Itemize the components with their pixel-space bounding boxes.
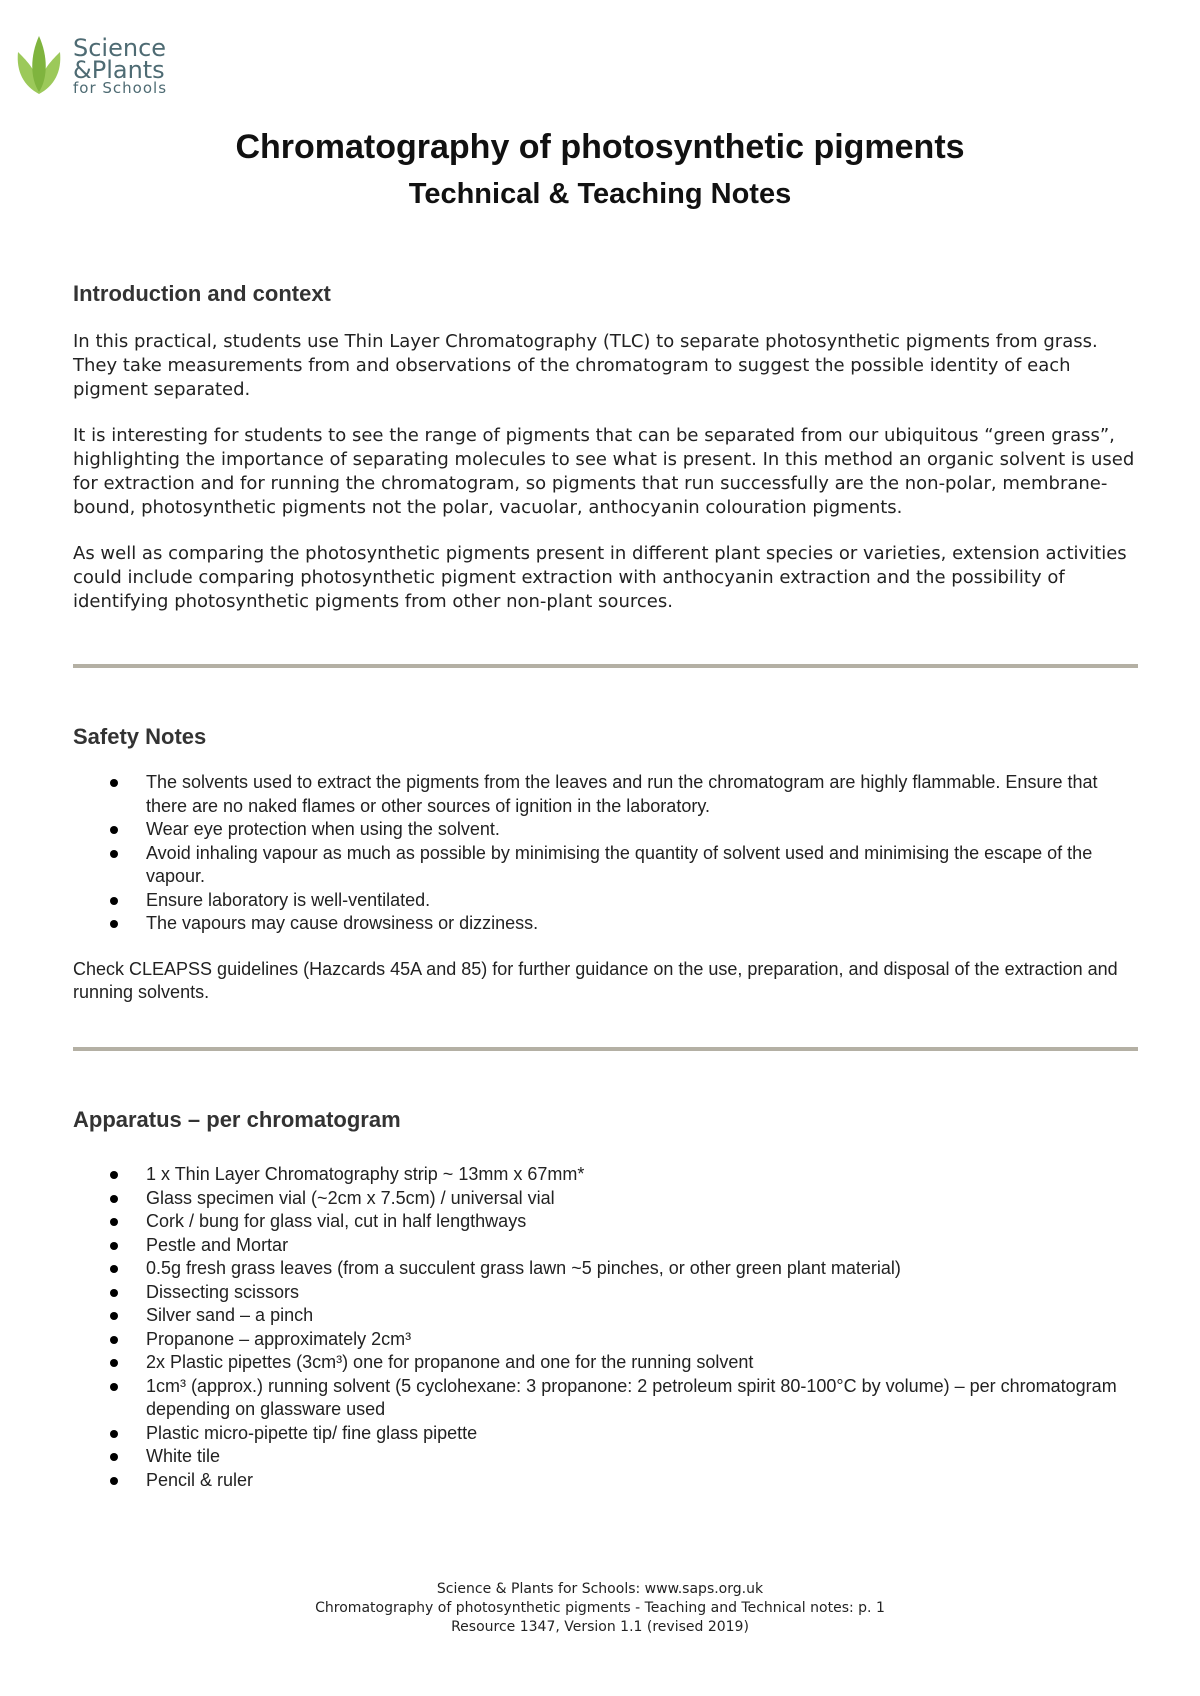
apparatus-section: [73, 1107, 1138, 1492]
bullet-icon: [110, 850, 118, 858]
list-item: [73, 1163, 1138, 1187]
footer-line-2: Chromatography of photosynthetic pigments - Teaching and Technical notes: p. 1: [315, 1600, 885, 1616]
logo-wordmark: [73, 36, 167, 96]
intro-paragraph-3: As well as comparing the photosynthetic pigments present in different plant species or varieties, extension activities could include comparing photosynthetic pigment extraction with anthocyanin extraction and the possibility of identifying photosynthetic pigments from other non-plant sources.: [73, 543, 1127, 612]
list-item: [73, 1422, 1138, 1446]
apparatus-item-text: 1cm³ (approx.) running solvent (5 cyclohexane: 3 propanone: 2 petroleum spirit 80-100°C by volume) – per chromatogram depending on glassware used: [146, 1375, 1117, 1419]
apparatus-item-text: Silver sand – a pinch: [146, 1305, 314, 1325]
bullet-icon: [110, 920, 118, 928]
intro-paragraph-1: In this practical, students use Thin Layer Chromatography (TLC) to separate photosynthetic pigments from grass. They take measurements from and observations of the chromatogram to suggest the possible identity of each pigment separated.: [73, 331, 1098, 400]
list-item: [73, 818, 1138, 842]
list-item: [73, 1281, 1138, 1305]
list-item: [73, 1210, 1138, 1234]
apparatus-list: [73, 1163, 1138, 1492]
apparatus-heading: Apparatus – per chromatogram: [73, 1107, 401, 1132]
safety-list: [73, 771, 1138, 936]
logo-line-2: &Plants: [73, 56, 165, 84]
bullet-icon: [110, 1218, 118, 1226]
safety-item-text: The solvents used to extract the pigments from the leaves and run the chromatogram are highly flammable. Ensure that there are no naked flames or other sources of ignition in the laboratory.: [146, 772, 1098, 816]
list-item: [73, 1328, 1138, 1352]
list-item: [73, 889, 1138, 913]
list-item: [73, 1445, 1138, 1469]
safety-heading: Safety Notes: [73, 724, 207, 749]
list-item: [73, 1304, 1138, 1328]
page-footer: [0, 1580, 1200, 1637]
bullet-icon: [110, 1336, 118, 1344]
list-item: [73, 1234, 1138, 1258]
list-item: [73, 771, 1138, 818]
section-divider: [73, 1047, 1138, 1051]
safety-section: [73, 724, 1138, 1005]
list-item: [73, 912, 1138, 936]
apparatus-item-text: 1 x Thin Layer Chromatography strip ~ 13mm x 67mm*: [146, 1164, 585, 1184]
bullet-icon: [110, 1312, 118, 1320]
bullet-icon: [110, 1242, 118, 1250]
bullet-icon: [110, 1453, 118, 1461]
cleapss-note: Check CLEAPSS guidelines (Hazcards 45A and 85) for further guidance on the use, preparation, and disposal of the extraction and running solvents.: [73, 958, 1118, 1002]
intro-heading: Introduction and context: [73, 281, 331, 306]
bullet-icon: [110, 1359, 118, 1367]
saps-logo: [14, 34, 184, 98]
apparatus-item-text: 0.5g fresh grass leaves (from a succulent grass lawn ~5 pinches, or other green plant material): [146, 1258, 901, 1278]
bullet-icon: [110, 779, 118, 787]
bullet-icon: [110, 1383, 118, 1391]
list-item: [73, 1469, 1138, 1493]
list-item: [73, 1375, 1138, 1422]
apparatus-item-text: Pestle and Mortar: [146, 1234, 289, 1255]
bullet-icon: [110, 1289, 118, 1297]
intro-section: [73, 281, 1138, 614]
safety-item-text: Ensure laboratory is well-ventilated.: [146, 889, 431, 910]
list-item: [73, 1187, 1138, 1211]
safety-item-text: Avoid inhaling vapour as much as possible by minimising the quantity of solvent used and minimising the escape of the vapour.: [146, 842, 1093, 886]
safety-item-text: Wear eye protection when using the solvent.: [146, 819, 500, 839]
apparatus-item-text: Plastic micro-pipette tip/ fine glass pipette: [146, 1422, 478, 1443]
document-subtitle: Technical & Teaching Notes: [408, 178, 792, 210]
intro-paragraph-2: It is interesting for students to see the range of pigments that can be separated from our ubiquitous “green grass”, highlighting the importance of separating molecules to see what is present. In this method an organic solvent is used for extraction and for running the chromatogram, so pigments that run successfully are the non-polar, membrane-bound, photosynthetic pigments not the polar, vacuolar, anthocyanin colouration pigments.: [73, 425, 1135, 518]
bullet-icon: [110, 1195, 118, 1203]
bullet-icon: [110, 897, 118, 905]
safety-item-text: The vapours may cause drowsiness or dizziness.: [146, 913, 539, 933]
leaf-logo-icon: [14, 34, 64, 96]
bullet-icon: [110, 1265, 118, 1273]
document-title: Chromatography of photosynthetic pigments: [235, 128, 965, 166]
logo-line-3: for Schools: [73, 79, 168, 97]
bullet-icon: [110, 1477, 118, 1485]
list-item: [73, 1257, 1138, 1281]
apparatus-item-text: 2x Plastic pipettes (3cm³) one for propanone and one for the running solvent: [146, 1352, 754, 1372]
footer-line-1: Science & Plants for Schools: www.saps.org.uk: [436, 1581, 764, 1597]
list-item: [73, 842, 1138, 889]
logo-line-1: Science: [73, 34, 167, 62]
apparatus-item-text: Glass specimen vial (~2cm x 7.5cm) / universal vial: [146, 1187, 555, 1208]
apparatus-item-text: Propanone – approximately 2cm³: [146, 1328, 412, 1349]
section-divider: [73, 664, 1138, 668]
apparatus-item-text: Dissecting scissors: [146, 1281, 300, 1302]
apparatus-item-text: Cork / bung for glass vial, cut in half lengthways: [146, 1211, 527, 1231]
bullet-icon: [110, 826, 118, 834]
apparatus-item-text: White tile: [146, 1446, 221, 1466]
list-item: [73, 1351, 1138, 1375]
apparatus-item-text: Pencil & ruler: [146, 1469, 254, 1490]
footer-line-3: Resource 1347, Version 1.1 (revised 2019): [451, 1619, 749, 1635]
bullet-icon: [110, 1430, 118, 1438]
bullet-icon: [110, 1171, 118, 1179]
